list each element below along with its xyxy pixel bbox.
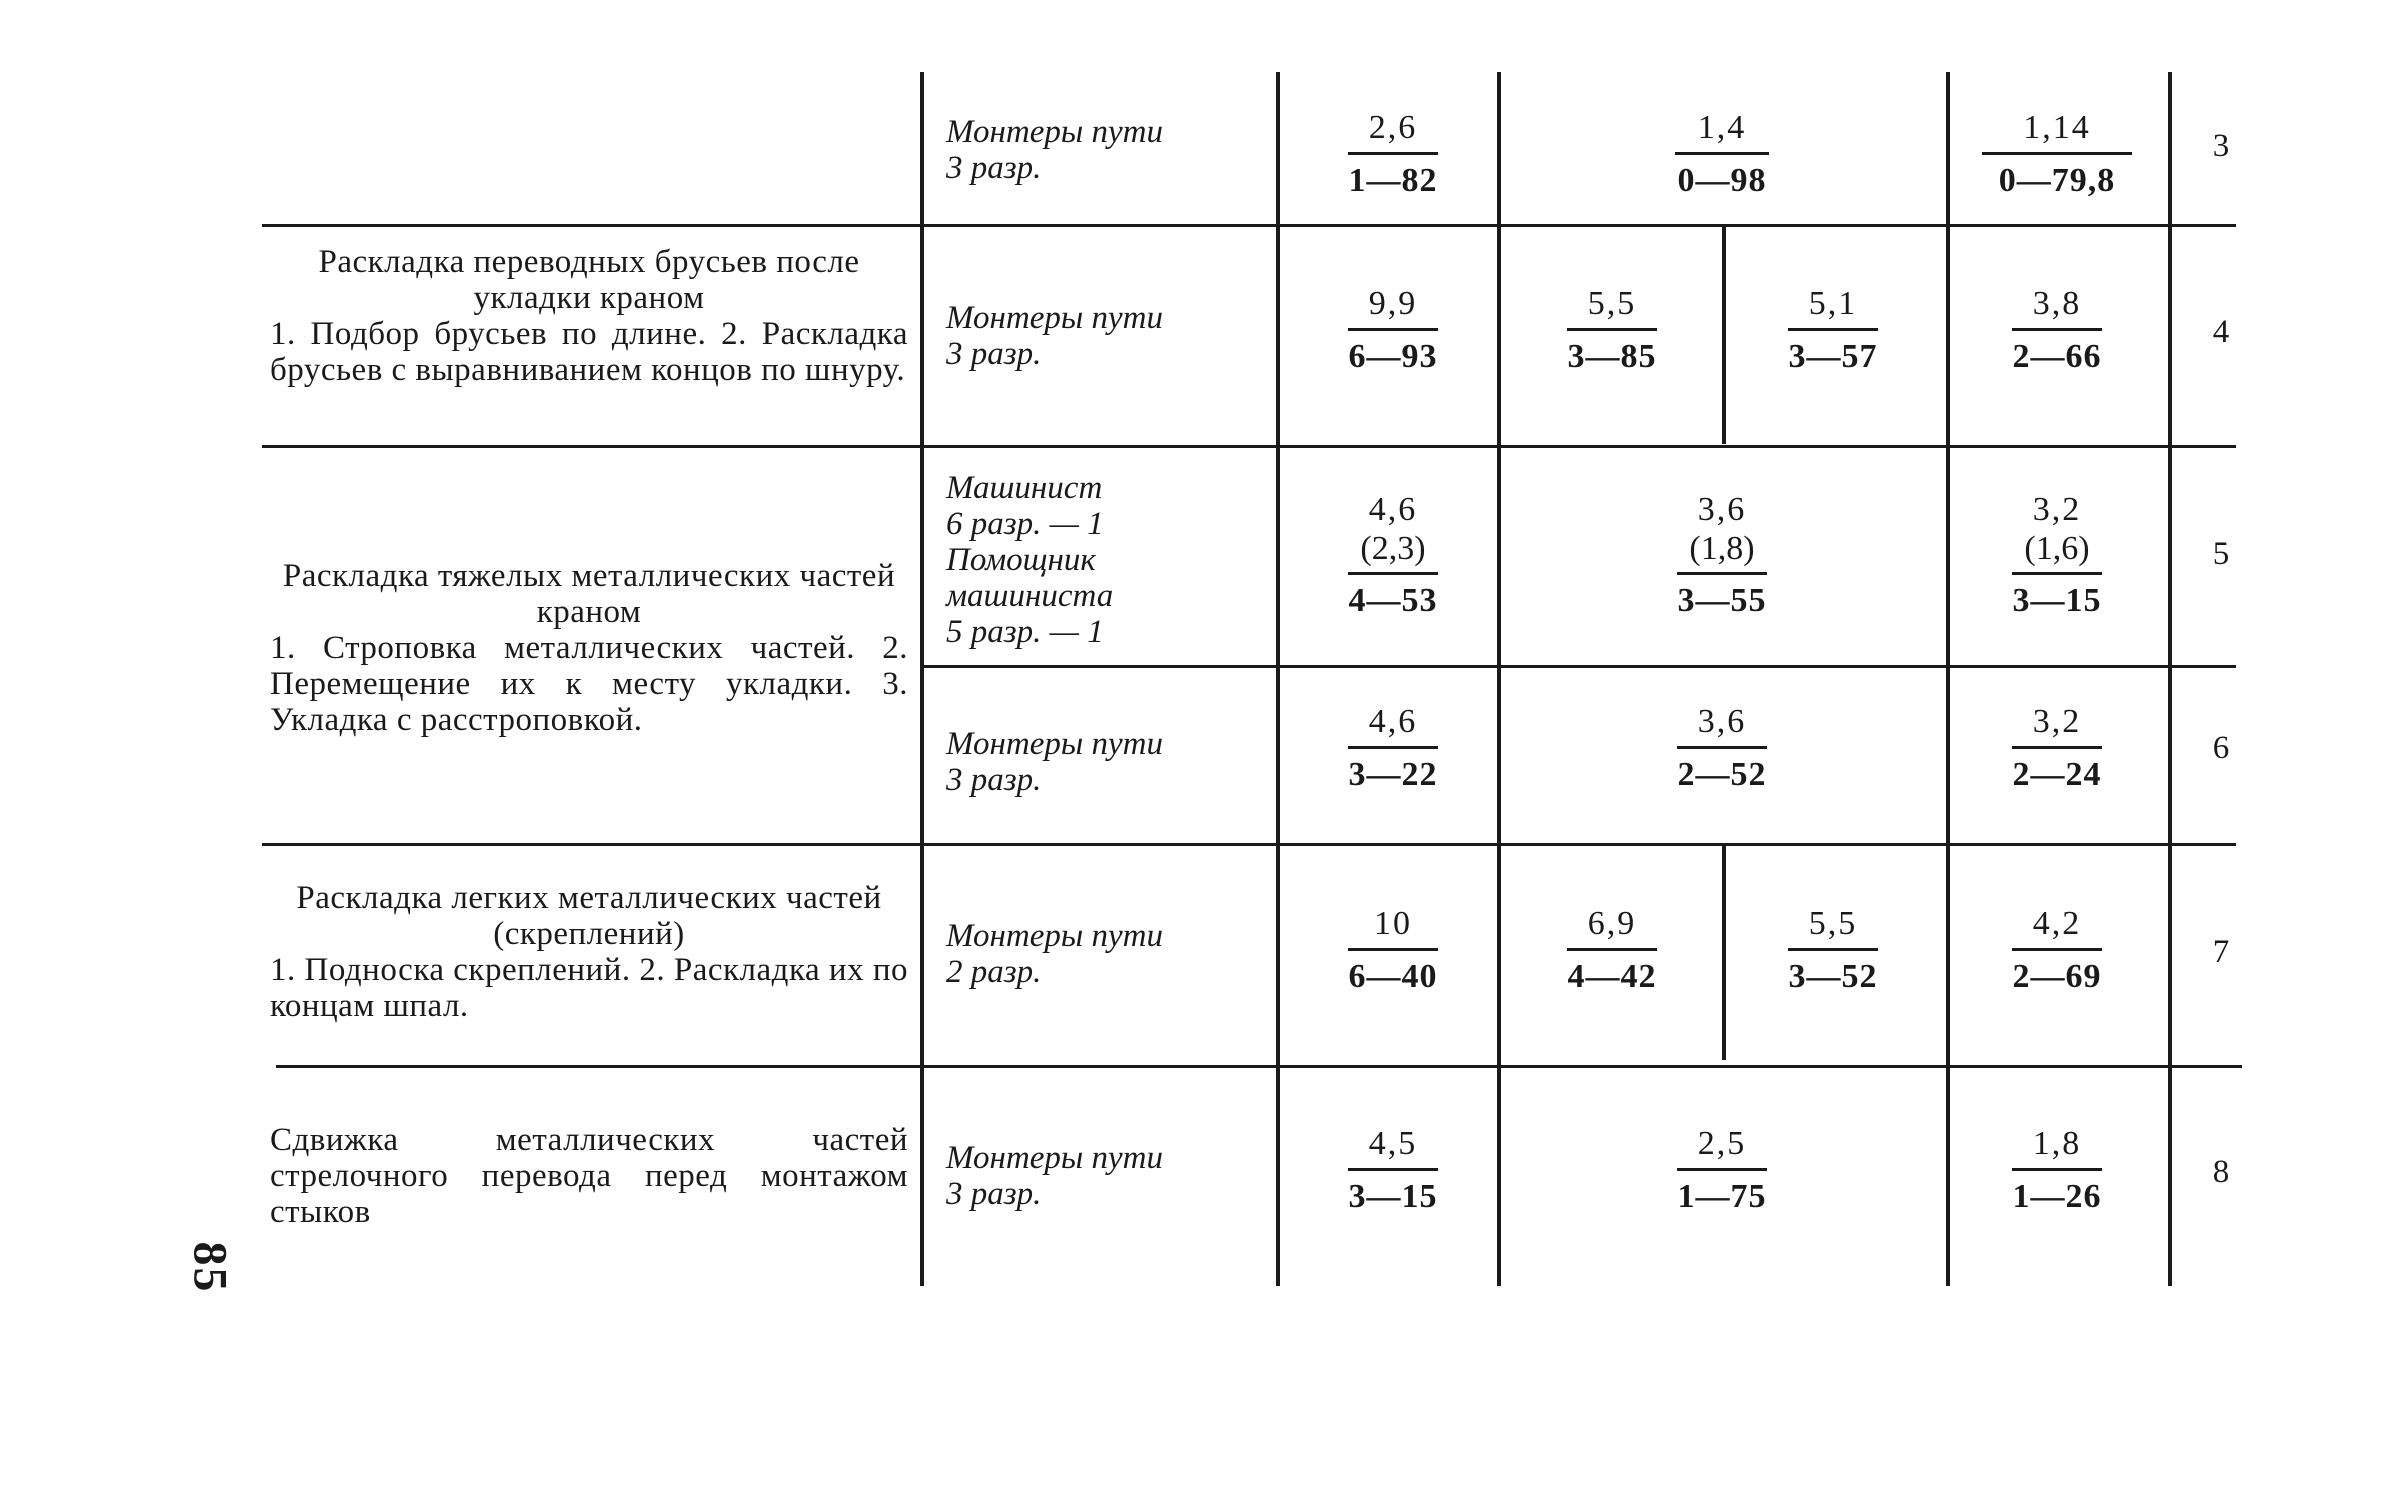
norm-col2a-row7: 6,9 4—42 [1567, 905, 1657, 995]
workers-row8: Монтеры пути 3 разр. [946, 1140, 1163, 1212]
description-row4: Раскладка переводных брусьев после укладки краном 1. Подбор брусьев по длине. 2. Раскладка брусьев с выравниванием концов по шнуру. [270, 244, 908, 388]
row-number-8: 8 [2212, 1154, 2230, 1190]
row-number-7: 7 [2212, 934, 2230, 970]
norm-col3-row5: 3,2 (1,6) 3—15 [2012, 491, 2102, 619]
norm-col1-row6: 4,6 3—22 [1348, 703, 1438, 793]
col-divider-col1 [1497, 72, 1501, 1286]
workers-row6: Монтеры пути 3 разр. [946, 726, 1163, 798]
row-separator-5-6 [922, 665, 2236, 668]
workers-row3: Монтеры пути 3 разр. [946, 114, 1163, 186]
norm-col1-row4: 9,9 6—93 [1348, 285, 1438, 375]
col-divider-col3 [2168, 72, 2172, 1286]
workers-row5: Машинист 6 разр. — 1 Помощник машиниста 5 разр. — 1 [946, 470, 1114, 650]
norm-col3-row8: 1,8 1—26 [2012, 1125, 2102, 1215]
description-row5: Раскладка тяжелых металлических частей краном 1. Строповка металлических частей. 2. Перемещение их к месту укладки. 3. Укладка с расстроповкой. [270, 558, 908, 738]
norm-col1-row3: 2,6 1—82 [1348, 109, 1438, 199]
col-divider-workers [1276, 72, 1280, 1286]
norm-col2b-row4: 5,1 3—57 [1788, 285, 1878, 375]
col2-split-row4 [1722, 226, 1726, 444]
norm-col2-row3: 1,4 0—98 [1642, 108, 1802, 201]
norm-col2-row6: 3,6 2—52 [1677, 703, 1767, 793]
row-number-3: 3 [2212, 128, 2230, 164]
norm-col1-row7: 10 6—40 [1348, 905, 1438, 995]
norm-col3-row3: 1,14 0—79,8 [1977, 108, 2137, 201]
row-separator-7-8 [276, 1065, 2242, 1068]
row-separator-3-4 [262, 224, 2236, 227]
norm-col3-row6: 3,2 2—24 [2012, 703, 2102, 793]
norm-col2-row5: 3,6 (1,8) 3—55 [1677, 491, 1767, 619]
col-divider-desc [920, 72, 924, 1286]
row-number-4: 4 [2212, 314, 2230, 350]
description-row7: Раскладка легких металлических частей (скреплений) 1. Подноска скреплений. 2. Раскладка их по концам шпал. [270, 880, 908, 1024]
page-number: 85 [183, 1241, 237, 1294]
row-number-5: 5 [2212, 536, 2230, 572]
norm-col1-row8: 4,5 3—15 [1348, 1125, 1438, 1215]
norm-col2-row8: 2,5 1—75 [1677, 1125, 1767, 1215]
norm-col3-row4: 3,8 2—66 [2012, 285, 2102, 375]
row-separator-6-7 [262, 843, 2236, 846]
row-number-6: 6 [2212, 730, 2230, 766]
norm-col3-row7: 4,2 2—69 [2012, 905, 2102, 995]
workers-row4: Монтеры пути 3 разр. [946, 300, 1163, 372]
norm-col1-row5: 4,6 (2,3) 4—53 [1348, 491, 1438, 619]
norm-col2a-row4: 5,5 3—85 [1567, 285, 1657, 375]
col-divider-col2 [1946, 72, 1950, 1286]
col2-split-row7 [1722, 846, 1726, 1060]
description-row8: Сдвижка металлических частей стрелочного перевода перед монтажом стыков [270, 1122, 908, 1230]
workers-row7: Монтеры пути 2 разр. [946, 918, 1163, 990]
row-separator-4-5 [262, 445, 2236, 448]
norm-col2b-row7: 5,5 3—52 [1788, 905, 1878, 995]
